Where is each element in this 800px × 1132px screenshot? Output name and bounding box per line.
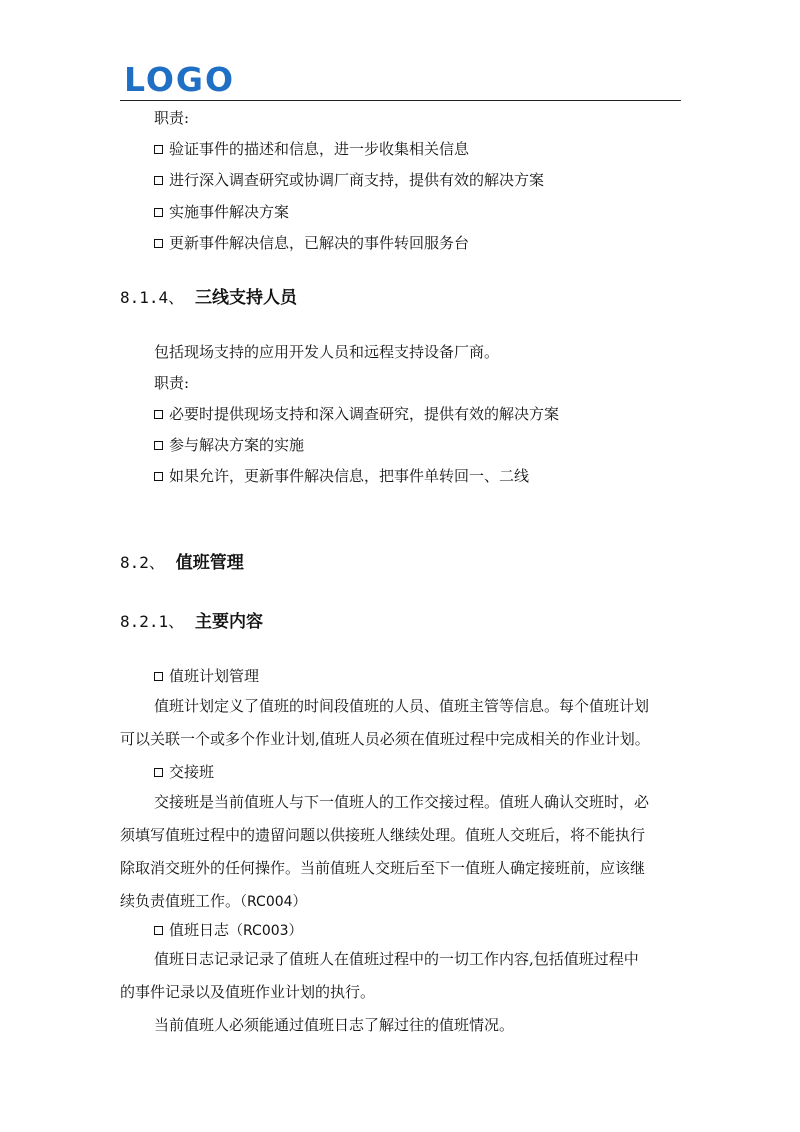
checkbox-icon (154, 208, 163, 217)
subsection-log: 值班日志（RC003） (154, 920, 303, 941)
section-heading-821: 8.2.1、 主要内容 (120, 612, 263, 632)
list-item: 参与解决方案的实施 (154, 435, 304, 455)
logo: LOGO (124, 60, 236, 99)
intro-text: 包括现场支持的应用开发人员和远程支持设备厂商。 (154, 343, 500, 361)
checkbox-icon (154, 239, 163, 248)
checkbox-icon (154, 672, 163, 681)
subsection-plan: 值班计划管理 (154, 666, 259, 686)
list-item: 必要时提供现场支持和深入调查研究，提供有效的解决方案 (154, 404, 559, 424)
handover-paragraph: 交接班是当前值班人与下一值班人的工作交接过程。值班人确认交班时，必 须填写值班过程中的遗留问题以供接班人继续处理。值班人交班后，将不能执行 除取消交班外的任何操作。当前值班人交班后至下一值班人确定接班前，应该继 续负责值班工作。（RC004） (120, 793, 650, 910)
checkbox-icon (154, 176, 163, 185)
checkbox-icon (154, 768, 163, 777)
list-item: 验证事件的描述和信息，进一步收集相关信息 (154, 139, 469, 159)
checkbox-icon (154, 472, 163, 481)
subsection-handover: 交接班 (154, 762, 214, 782)
duties-label: 职责: (154, 374, 190, 392)
list-item: 如果允许，更新事件解决信息，把事件单转回一、二线 (154, 466, 529, 486)
header-rule (120, 100, 681, 101)
list-item: 更新事件解决信息，已解决的事件转回服务台 (154, 233, 469, 253)
list-item: 进行深入调查研究或协调厂商支持，提供有效的解决方案 (154, 170, 544, 190)
section-heading-82: 8.2、 值班管理 (120, 553, 244, 573)
list-item: 实施事件解决方案 (154, 202, 289, 222)
log-paragraph: 值班日志记录记录了值班人在值班过程中的一切工作内容,包括值班过程中 的事件记录以及值班作业计划的执行。 当前值班人必须能通过值班日志了解过往的值班情况。 (120, 950, 639, 1034)
checkbox-icon (154, 441, 163, 450)
checkbox-icon (154, 926, 163, 935)
duties-label: 职责: (154, 109, 190, 127)
checkbox-icon (154, 145, 163, 154)
plan-paragraph: 值班计划定义了值班的时间段值班的人员、值班主管等信息。每个值班计划 可以关联一个或多个作业计划,值班人员必须在值班过程中完成相关的作业计划。 (120, 697, 650, 748)
section-heading-814: 8.1.4、 三线支持人员 (120, 288, 297, 308)
checkbox-icon (154, 410, 163, 419)
